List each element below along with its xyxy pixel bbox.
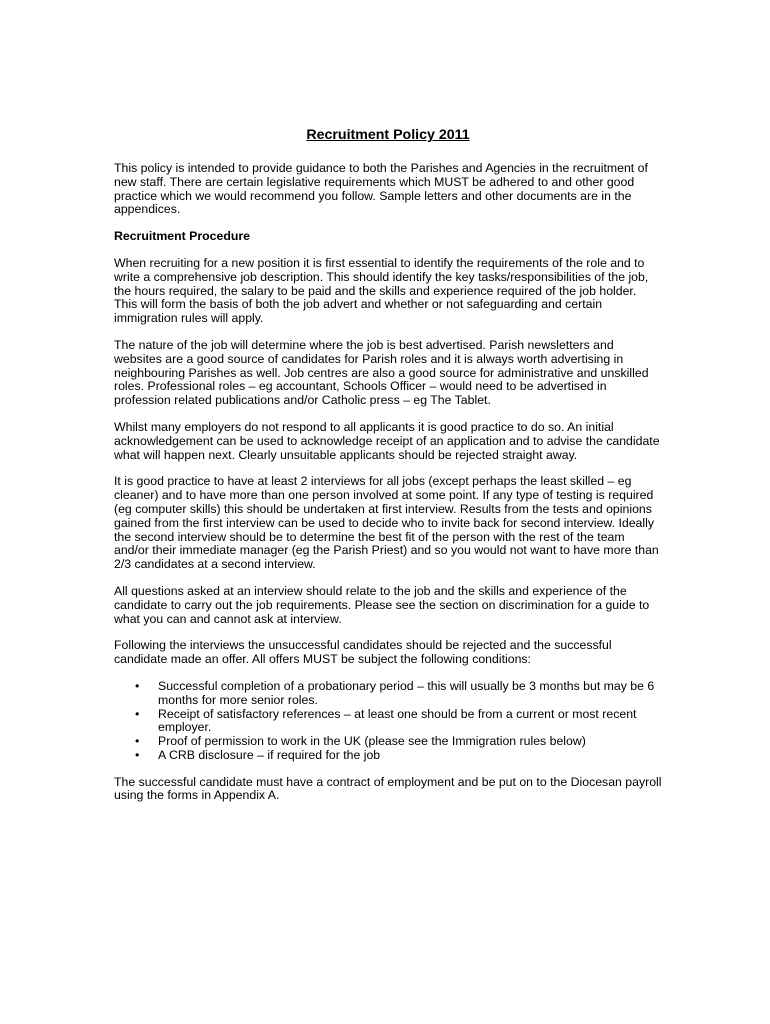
list-item-text: Successful completion of a probationary period – this will usually be 3 months but may be 6 months for more senior roles. bbox=[158, 678, 655, 707]
list-item-text: Receipt of satisfactory references – at least one should be from a current or most recent employer. bbox=[158, 706, 637, 735]
document-title: Recruitment Policy 2011 bbox=[306, 127, 470, 143]
list-item bbox=[114, 680, 662, 708]
bullet-icon: • bbox=[135, 747, 140, 762]
paragraph-advertising: The nature of the job will determine where the job is best advertised. Parish newsletters and websites are a good source of candidates for Parish roles and it is always worth advertising in neighbouring Parishes as well. Job centres are also a good source for administrative and unskilled roles. Professional roles – eg accountant, Schools Officer – would need to be advertised in profession related publications and/or Catholic press – eg The Tablet. bbox=[114, 337, 649, 408]
paragraph-interviews: It is good practice to have at least 2 interviews for all jobs (except perhaps the least skilled – eg cleaner) and to have more than one person involved at some point. If any type of testing is required (eg computer skills) this should be undertaken at first interview. Results from the tests and opinions gained from the first interview can be used to decide who to invite back for second interview. Ideally the second interview should be to determine the best fit of the person with the rest of the team and/or their immediate manager (eg the Parish Priest) and so you would not want to have more than 2/3 candidates at a second interview. bbox=[114, 474, 659, 572]
conditions-list bbox=[114, 680, 662, 763]
closing-paragraph: The successful candidate must have a contract of employment and be put on to the Diocesan payroll using the forms in Appendix A. bbox=[114, 774, 662, 803]
bullet-icon: • bbox=[135, 734, 140, 749]
list-item bbox=[114, 708, 662, 736]
list-item-text: A CRB disclosure – if required for the job bbox=[158, 747, 381, 762]
paragraph-job-description: When recruiting for a new position it is first essential to identify the requirements of the role and to write a comprehensive job description. This should identify the key tasks/responsibilities of the job, the hours required, the salary to be paid and the skills and experience required of the job holder. This will form the basis of both the job advert and whether or not safeguarding and certain immigration rules will apply. bbox=[114, 255, 649, 326]
section-heading: Recruitment Procedure bbox=[114, 229, 250, 244]
paragraph-interview-questions: All questions asked at an interview should relate to the job and the skills and experience of the candidate to carry out the job requirements. Please see the section on discrimination for a guide to what you can and cannot ask at interview. bbox=[114, 583, 650, 626]
list-item bbox=[114, 735, 662, 749]
bullet-icon: • bbox=[135, 706, 140, 721]
bullet-icon: • bbox=[135, 678, 140, 693]
list-item-text: Proof of permission to work in the UK (please see the Immigration rules below) bbox=[158, 734, 586, 749]
intro-paragraph: This policy is intended to provide guidance to both the Parishes and Agencies in the recruitment of new staff. There are certain legislative requirements which MUST be adhered to and other good practice which we would recommend you follow. Sample letters and other documents are in the appendices. bbox=[114, 161, 648, 217]
list-item bbox=[114, 749, 662, 763]
paragraph-applicants: Whilst many employers do not respond to all applicants it is good practice to do so. An initial acknowledgement can be used to acknowledge receipt of an application and to advise the candidate what will happen next. Clearly unsuitable applicants should be rejected straight away. bbox=[114, 419, 660, 462]
document-page bbox=[114, 127, 662, 816]
paragraph-offers: Following the interviews the unsuccessful candidates should be rejected and the successful candidate made an offer. All offers MUST be subject the following conditions: bbox=[114, 638, 612, 667]
